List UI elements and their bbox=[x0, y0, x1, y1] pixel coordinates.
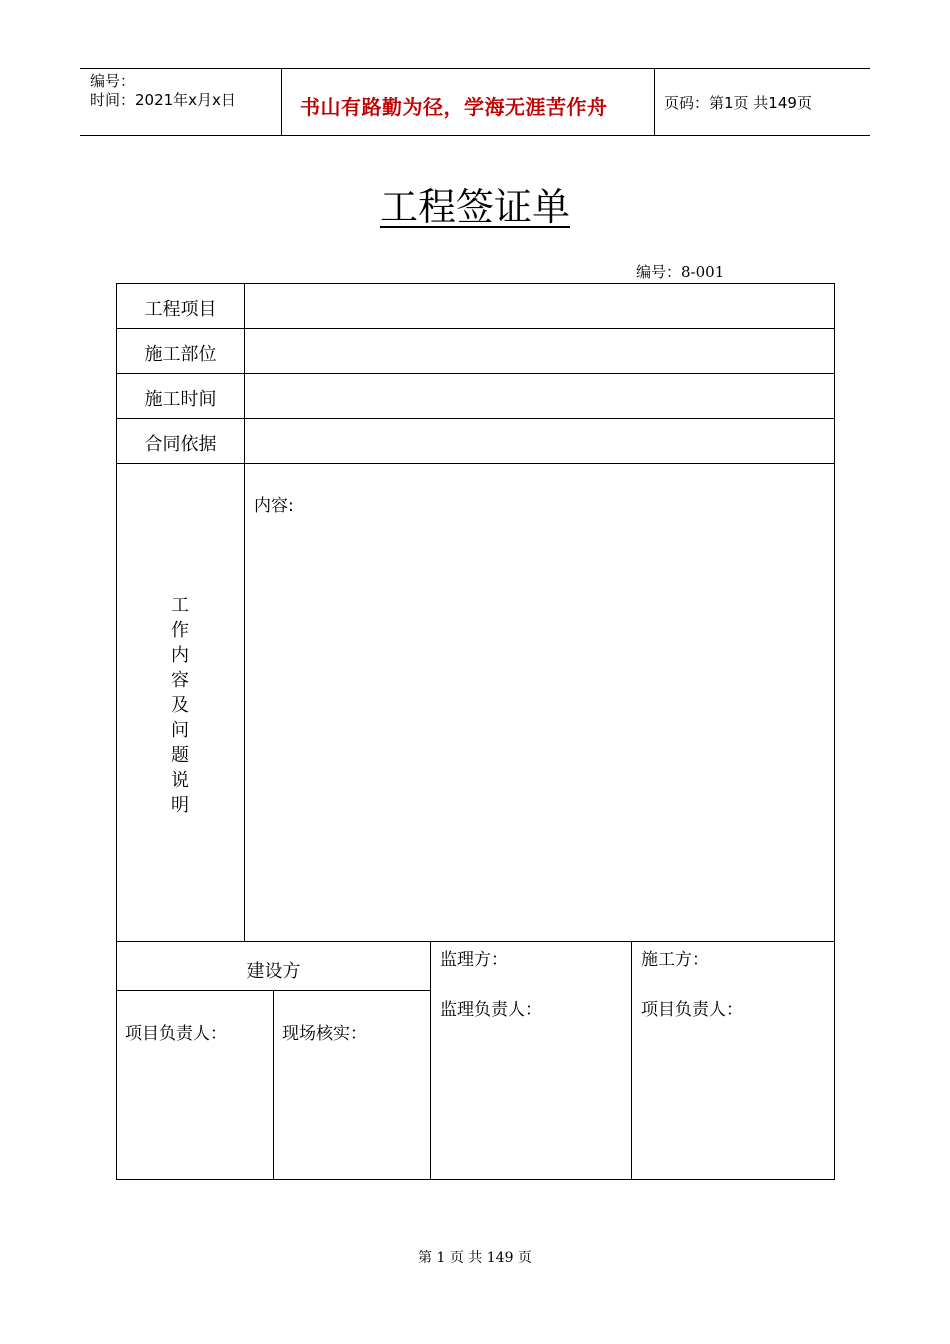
builder-title: 建设方 bbox=[246, 961, 301, 982]
table-bottom-border bbox=[116, 1179, 835, 1180]
header-motto: 书山有路勤为径，学海无涯苦作舟 bbox=[300, 95, 608, 119]
builder-subdivider bbox=[273, 990, 274, 1180]
document-title-text: 工程签证单 bbox=[379, 185, 570, 229]
content-label: 内容: bbox=[254, 496, 294, 516]
row-separator bbox=[116, 418, 835, 419]
page-footer: 第 1 页 共 149 页 bbox=[418, 1250, 532, 1266]
supervisor-title: 监理方： bbox=[440, 950, 508, 970]
row-separator bbox=[116, 328, 835, 329]
contractor-title: 施工方： bbox=[641, 950, 709, 970]
signature-section-top bbox=[116, 941, 835, 942]
supervisor-lead-label: 监理负责人： bbox=[440, 1000, 542, 1020]
table-top-border bbox=[116, 283, 835, 284]
contractor-lead-label: 项目负责人： bbox=[641, 1000, 743, 1020]
row-separator bbox=[116, 463, 835, 464]
row-value-construction-part[interactable] bbox=[250, 340, 830, 368]
builder-site-verify-label: 现场核实： bbox=[282, 1024, 367, 1044]
signature-divider-builder bbox=[430, 941, 431, 1180]
row-label-contract-basis: 合同依据 bbox=[144, 434, 217, 455]
row-separator bbox=[116, 373, 835, 374]
work-section-label: 工作内容及问题说明 bbox=[171, 595, 189, 816]
document-number: 编号：8-001 bbox=[636, 263, 725, 281]
row-label-construction-part: 施工部位 bbox=[144, 344, 217, 365]
row-value-project[interactable] bbox=[250, 295, 830, 323]
row-label-project: 工程项目 bbox=[144, 299, 217, 320]
header-page-info: 页码：第1页 共149页 bbox=[664, 94, 812, 112]
row-value-construction-time[interactable] bbox=[250, 385, 830, 413]
signature-divider-supervisor bbox=[631, 941, 632, 1180]
row-label-construction-time: 施工时间 bbox=[144, 389, 217, 410]
row-value-contract-basis[interactable] bbox=[250, 430, 830, 458]
header-serial-label: 编号： bbox=[90, 72, 136, 90]
content-area[interactable] bbox=[250, 520, 830, 935]
label-column-divider bbox=[244, 283, 245, 941]
header-time-label: 时间：2021年x月x日 bbox=[90, 91, 236, 109]
builder-project-lead-label: 项目负责人： bbox=[125, 1024, 227, 1044]
